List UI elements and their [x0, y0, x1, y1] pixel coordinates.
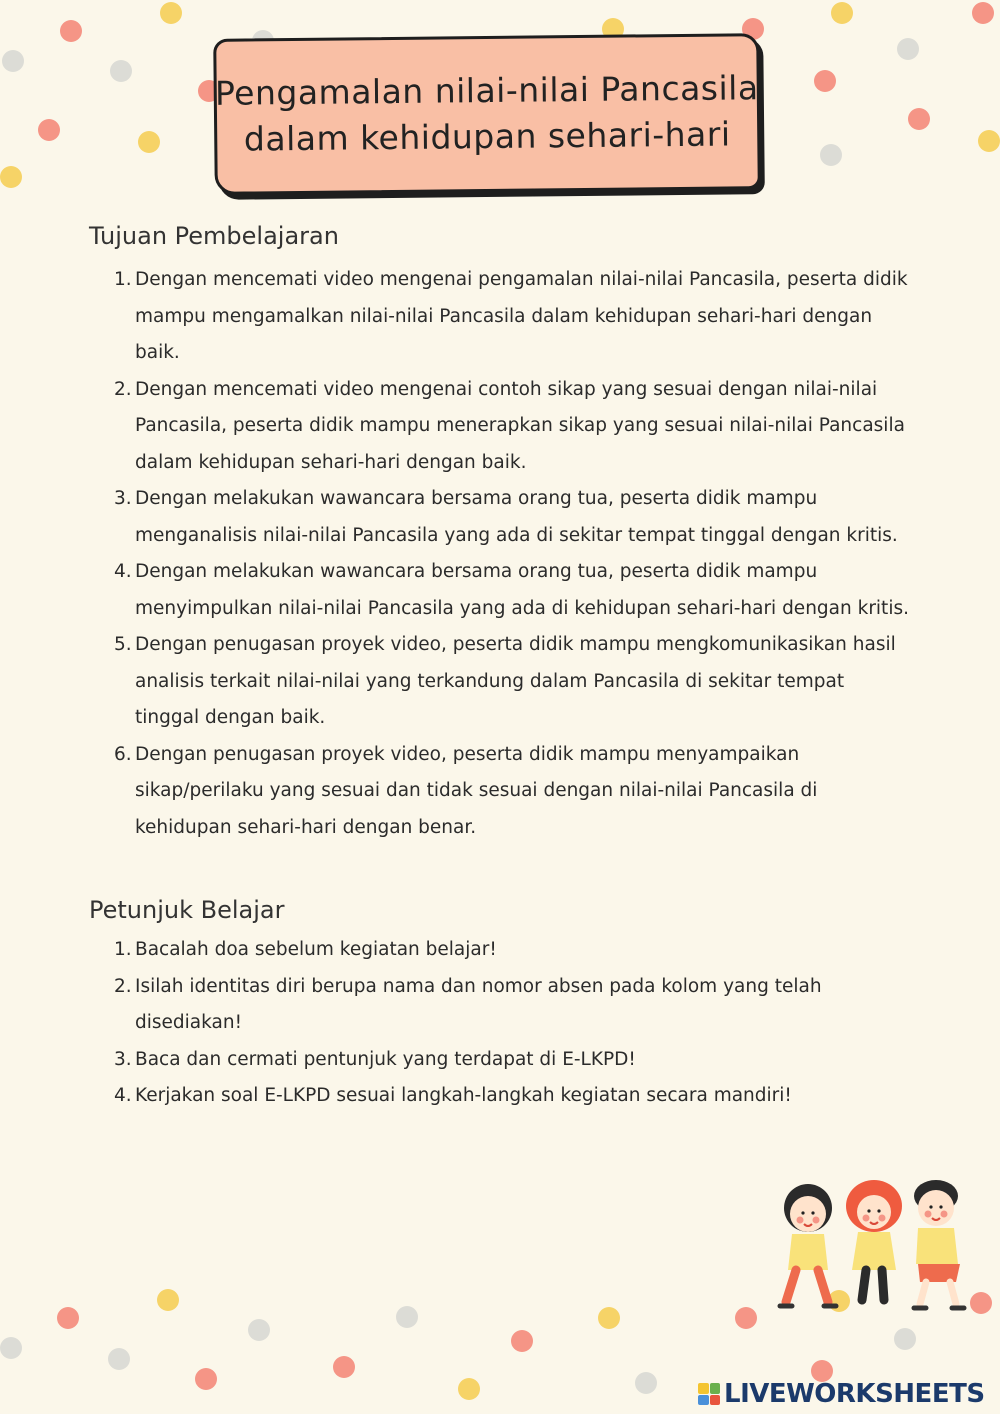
item-number: 5.	[114, 634, 132, 655]
objectives-heading: Tujuan Pembelajaran	[89, 222, 339, 250]
dot	[396, 1306, 418, 1328]
girl-left-figure	[780, 1184, 836, 1306]
item-number: 2.	[114, 378, 132, 400]
item-number: 3.	[114, 488, 132, 509]
dot	[908, 108, 930, 130]
list-item	[89, 1078, 909, 1115]
dot	[157, 1289, 179, 1311]
liveworksheets-logo-icon	[698, 1383, 720, 1405]
dot	[2, 50, 24, 72]
dot	[598, 1307, 620, 1329]
list-item	[89, 969, 909, 1042]
dot	[972, 2, 994, 24]
list-item	[89, 1042, 909, 1079]
boy-right-figure	[914, 1180, 964, 1308]
item-number: 2.	[114, 975, 132, 997]
list-item	[89, 554, 909, 627]
dot	[831, 2, 853, 24]
list-item	[89, 372, 909, 482]
dot	[894, 1328, 916, 1350]
list-item	[89, 627, 909, 737]
item-text: Dengan mencemati video mengenai contoh sikap yang sesuai dengan nilai-nilai Pancasila, peserta didik mampu menerapkan sikap yang sesuai nilai-nilai Pancasila dalam kehidupan sehari-hari dengan baik.	[135, 378, 905, 473]
girl-middle-figure	[846, 1180, 902, 1300]
dot	[897, 38, 919, 60]
item-text: Bacalah doa sebelum kegiatan belajar!	[135, 939, 497, 960]
title-line-1: Pengamalan nilai-nilai Pancasila	[214, 68, 759, 113]
dot	[160, 2, 182, 24]
dot	[108, 1348, 130, 1370]
item-text: Dengan mencemati video mengenai pengamalan nilai-nilai Pancasila, peserta didik mampu mengamalkan nilai-nilai Pancasila dalam kehidupan sehari-hari dengan baik.	[135, 269, 908, 363]
item-number: 1.	[114, 939, 132, 960]
dot	[60, 20, 82, 42]
instructions-heading: Petunjuk Belajar	[89, 896, 285, 924]
brand-name: LIVEWORKSHEETS	[724, 1379, 985, 1409]
list-item	[89, 481, 909, 554]
liveworksheets-brand[interactable]	[698, 1378, 985, 1410]
list-item	[89, 932, 909, 969]
dot	[57, 1307, 79, 1329]
children-illustration	[770, 1170, 990, 1320]
dot	[0, 1337, 22, 1359]
item-text: Baca dan cermati pentunjuk yang terdapat di E-LKPD!	[135, 1048, 636, 1070]
dot	[38, 119, 60, 141]
dot	[458, 1378, 480, 1400]
item-text: Kerjakan soal E-LKPD sesuai langkah-langkah kegiatan secara mandiri!	[135, 1085, 792, 1106]
item-number: 4.	[114, 1085, 132, 1106]
item-number: 4.	[114, 561, 132, 582]
item-text: Isilah identitas diri berupa nama dan nomor absen pada kolom yang telah disediakan!	[135, 975, 822, 1033]
dot	[511, 1330, 533, 1352]
dot	[248, 1319, 270, 1341]
item-text: Dengan melakukan wawancara bersama orang tua, peserta didik mampu menganalisis nilai-nilai Pancasila yang ada di sekitar tempat tinggal dengan kritis.	[135, 488, 898, 546]
dot	[735, 1307, 757, 1329]
item-text: Dengan penugasan proyek video, peserta didik mampu mengkomunikasikan hasil analisis terkait nilai-nilai yang terkandung dalam Pancasila di sekitar tempat tinggal dengan baik.	[135, 634, 896, 728]
instructions-list	[89, 932, 909, 1115]
dot	[195, 1368, 217, 1390]
title-line-2: dalam kehidupan sehari-hari	[243, 114, 731, 159]
item-number: 1.	[114, 269, 132, 290]
dot	[0, 166, 22, 188]
list-item	[89, 737, 909, 847]
objectives-list	[89, 262, 909, 846]
item-number: 6.	[114, 743, 132, 765]
dot	[333, 1356, 355, 1378]
dot	[814, 70, 836, 92]
item-text: Dengan melakukan wawancara bersama orang tua, peserta didik mampu menyimpulkan nilai-nilai Pancasila yang ada di kehidupan sehari-hari dengan kritis.	[135, 561, 909, 619]
dot	[138, 131, 160, 153]
item-number: 3.	[114, 1048, 132, 1070]
dot	[110, 60, 132, 82]
dot	[820, 144, 842, 166]
dot	[635, 1372, 657, 1394]
list-item	[89, 262, 909, 372]
title-card	[213, 33, 761, 195]
item-text: Dengan penugasan proyek video, peserta didik mampu menyampaikan sikap/perilaku yang sesuai dan tidak sesuai dengan nilai-nilai Pancasila di kehidupan sehari-hari dengan benar.	[135, 743, 818, 838]
dot	[978, 130, 1000, 152]
